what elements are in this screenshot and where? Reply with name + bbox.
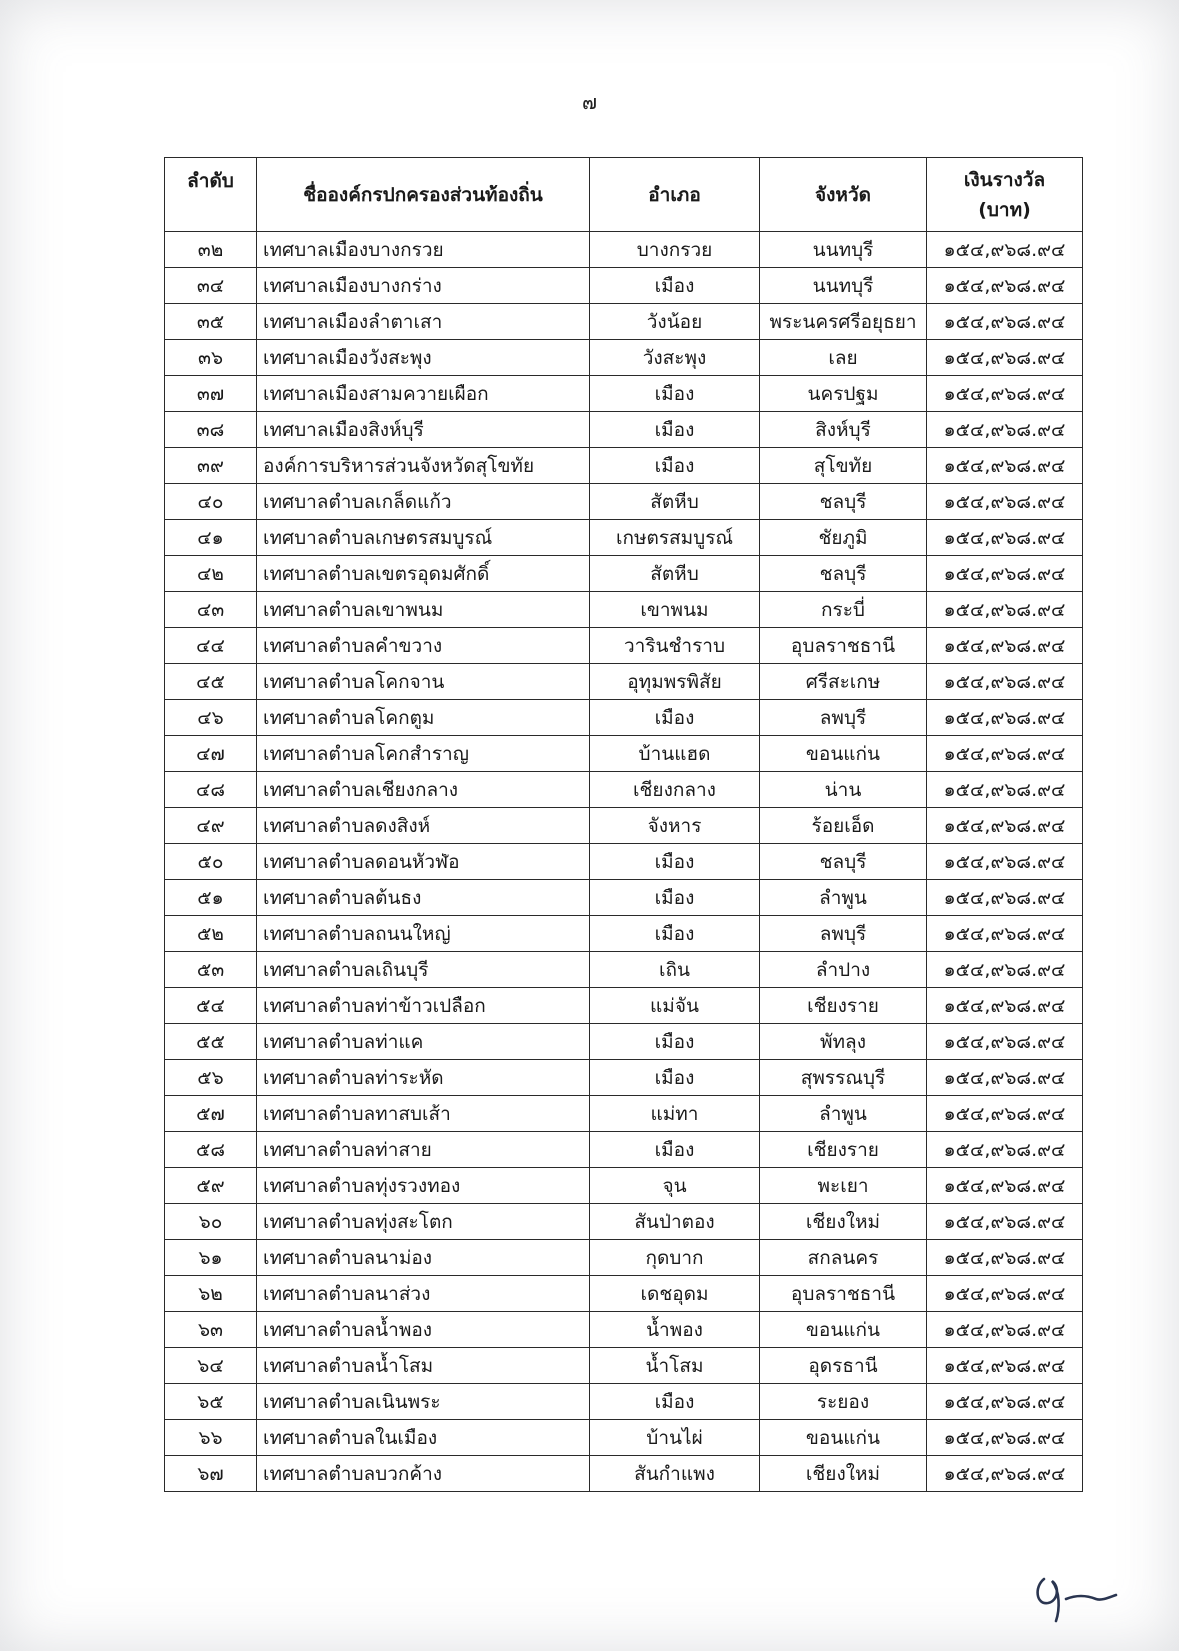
award-amount-cell: ๑๕๔,๙๖๘.๙๔ — [927, 1384, 1083, 1420]
row-number-cell: ๓๔ — [165, 268, 257, 304]
district-cell: เมือง — [590, 1024, 760, 1060]
table-row — [165, 988, 1083, 1024]
table-row — [165, 1420, 1083, 1456]
table-row — [165, 376, 1083, 412]
table-row — [165, 268, 1083, 304]
award-amount-cell: ๑๕๔,๙๖๘.๙๔ — [927, 448, 1083, 484]
province-cell: ลพบุรี — [760, 916, 927, 952]
row-number-cell: ๕๘ — [165, 1132, 257, 1168]
table-row — [165, 232, 1083, 268]
table-row — [165, 412, 1083, 448]
table-row — [165, 1348, 1083, 1384]
row-number-cell: ๔๒ — [165, 556, 257, 592]
district-cell: อุทุมพรพิสัย — [590, 664, 760, 700]
row-number-cell: ๕๔ — [165, 988, 257, 1024]
row-number-cell: ๔๘ — [165, 772, 257, 808]
province-cell: สกลนคร — [760, 1240, 927, 1276]
row-number-cell: ๔๕ — [165, 664, 257, 700]
table-row — [165, 844, 1083, 880]
table-row — [165, 556, 1083, 592]
table-row — [165, 700, 1083, 736]
organization-name-cell: เทศบาลตำบลน้ำพอง — [257, 1312, 590, 1348]
table-row — [165, 1276, 1083, 1312]
district-cell: จุน — [590, 1168, 760, 1204]
organization-name-cell: เทศบาลตำบลนาม่อง — [257, 1240, 590, 1276]
award-amount-cell: ๑๕๔,๙๖๘.๙๔ — [927, 1060, 1083, 1096]
organization-name-cell: เทศบาลตำบลบวกค้าง — [257, 1456, 590, 1492]
district-cell: เขาพนม — [590, 592, 760, 628]
row-number-cell: ๓๗ — [165, 376, 257, 412]
row-number-cell: ๔๑ — [165, 520, 257, 556]
table-row — [165, 952, 1083, 988]
award-amount-cell: ๑๕๔,๙๖๘.๙๔ — [927, 664, 1083, 700]
province-cell: ระยอง — [760, 1384, 927, 1420]
district-cell: บ้านแฮด — [590, 736, 760, 772]
organization-name-cell: เทศบาลตำบลโคกจาน — [257, 664, 590, 700]
province-cell: นครปฐม — [760, 376, 927, 412]
organization-name-cell: เทศบาลตำบลท่าแค — [257, 1024, 590, 1060]
organization-name-cell: เทศบาลตำบลเนินพระ — [257, 1384, 590, 1420]
table-row — [165, 772, 1083, 808]
province-cell: อุดรธานี — [760, 1348, 927, 1384]
district-cell: เกษตรสมบูรณ์ — [590, 520, 760, 556]
row-number-cell: ๖๓ — [165, 1312, 257, 1348]
province-cell: ชลบุรี — [760, 844, 927, 880]
province-cell: นนทบุรี — [760, 232, 927, 268]
province-cell: เชียงราย — [760, 1132, 927, 1168]
row-number-cell: ๓๕ — [165, 304, 257, 340]
district-cell: จังหาร — [590, 808, 760, 844]
header-amount-unit: (บาท) — [978, 198, 1031, 221]
table-row — [165, 808, 1083, 844]
province-cell: ชลบุรี — [760, 484, 927, 520]
table-row — [165, 664, 1083, 700]
header-district: อำเภอ — [590, 158, 760, 232]
row-number-cell: ๓๖ — [165, 340, 257, 376]
row-number-cell: ๖๒ — [165, 1276, 257, 1312]
province-cell: ลำปาง — [760, 952, 927, 988]
row-number-cell: ๔๗ — [165, 736, 257, 772]
district-cell: บ้านไผ่ — [590, 1420, 760, 1456]
row-number-cell: ๖๑ — [165, 1240, 257, 1276]
organization-name-cell: เทศบาลตำบลทาสบเส้า — [257, 1096, 590, 1132]
header-amount — [927, 158, 1083, 232]
organization-name-cell: เทศบาลตำบลคำขวาง — [257, 628, 590, 664]
row-number-cell: ๖๖ — [165, 1420, 257, 1456]
handwritten-initials — [1030, 1565, 1120, 1625]
award-table — [164, 157, 1083, 1492]
award-amount-cell: ๑๕๔,๙๖๘.๙๔ — [927, 232, 1083, 268]
organization-name-cell: เทศบาลตำบลเขาพนม — [257, 592, 590, 628]
organization-name-cell: เทศบาลตำบลโคกสำราญ — [257, 736, 590, 772]
province-cell: สิงห์บุรี — [760, 412, 927, 448]
row-number-cell: ๔๐ — [165, 484, 257, 520]
organization-name-cell: เทศบาลตำบลเชียงกลาง — [257, 772, 590, 808]
province-cell: ศรีสะเกษ — [760, 664, 927, 700]
award-amount-cell: ๑๕๔,๙๖๘.๙๔ — [927, 1348, 1083, 1384]
row-number-cell: ๕๙ — [165, 1168, 257, 1204]
district-cell: เมือง — [590, 412, 760, 448]
header-no: ลำดับ — [165, 158, 257, 232]
district-cell: เถิน — [590, 952, 760, 988]
award-amount-cell: ๑๕๔,๙๖๘.๙๔ — [927, 1240, 1083, 1276]
award-amount-cell: ๑๕๔,๙๖๘.๙๔ — [927, 268, 1083, 304]
table-row — [165, 340, 1083, 376]
award-amount-cell: ๑๕๔,๙๖๘.๙๔ — [927, 916, 1083, 952]
organization-name-cell: เทศบาลเมืองบางกร่าง — [257, 268, 590, 304]
table-header — [165, 158, 1083, 232]
row-number-cell: ๓๘ — [165, 412, 257, 448]
table-row — [165, 1384, 1083, 1420]
award-amount-cell: ๑๕๔,๙๖๘.๙๔ — [927, 808, 1083, 844]
row-number-cell: ๕๖ — [165, 1060, 257, 1096]
award-amount-cell: ๑๕๔,๙๖๘.๙๔ — [927, 592, 1083, 628]
district-cell: เชียงกลาง — [590, 772, 760, 808]
award-amount-cell: ๑๕๔,๙๖๘.๙๔ — [927, 1132, 1083, 1168]
award-amount-cell: ๑๕๔,๙๖๘.๙๔ — [927, 988, 1083, 1024]
organization-name-cell: เทศบาลเมืองบางกรวย — [257, 232, 590, 268]
table-row — [165, 448, 1083, 484]
organization-name-cell: เทศบาลตำบลในเมือง — [257, 1420, 590, 1456]
award-amount-cell: ๑๕๔,๙๖๘.๙๔ — [927, 304, 1083, 340]
province-cell: นนทบุรี — [760, 268, 927, 304]
province-cell: เชียงราย — [760, 988, 927, 1024]
table-row — [165, 628, 1083, 664]
award-amount-cell: ๑๕๔,๙๖๘.๙๔ — [927, 1168, 1083, 1204]
organization-name-cell: เทศบาลตำบลน้ำโสม — [257, 1348, 590, 1384]
province-cell: ลำพูน — [760, 1096, 927, 1132]
organization-name-cell: เทศบาลเมืองสามควายเผือก — [257, 376, 590, 412]
award-amount-cell: ๑๕๔,๙๖๘.๙๔ — [927, 736, 1083, 772]
table-row — [165, 1312, 1083, 1348]
award-amount-cell: ๑๕๔,๙๖๘.๙๔ — [927, 340, 1083, 376]
award-amount-cell: ๑๕๔,๙๖๘.๙๔ — [927, 844, 1083, 880]
table-row — [165, 1240, 1083, 1276]
organization-name-cell: เทศบาลตำบลต้นธง — [257, 880, 590, 916]
award-amount-cell: ๑๕๔,๙๖๘.๙๔ — [927, 628, 1083, 664]
row-number-cell: ๖๐ — [165, 1204, 257, 1240]
award-amount-cell: ๑๕๔,๙๖๘.๙๔ — [927, 772, 1083, 808]
row-number-cell: ๖๕ — [165, 1384, 257, 1420]
district-cell: วารินชำราบ — [590, 628, 760, 664]
header-name: ชื่อองค์กรปกครองส่วนท้องถิ่น — [257, 158, 590, 232]
district-cell: เมือง — [590, 700, 760, 736]
district-cell: แม่จัน — [590, 988, 760, 1024]
province-cell: เชียงใหม่ — [760, 1204, 927, 1240]
organization-name-cell: เทศบาลตำบลเถินบุรี — [257, 952, 590, 988]
district-cell: เมือง — [590, 376, 760, 412]
row-number-cell: ๖๗ — [165, 1456, 257, 1492]
table-row — [165, 592, 1083, 628]
table-row — [165, 880, 1083, 916]
province-cell: เลย — [760, 340, 927, 376]
organization-name-cell: เทศบาลตำบลท่าข้าวเปลือก — [257, 988, 590, 1024]
province-cell: น่าน — [760, 772, 927, 808]
row-number-cell: ๕๑ — [165, 880, 257, 916]
province-cell: ขอนแก่น — [760, 736, 927, 772]
row-number-cell: ๓๙ — [165, 448, 257, 484]
table-row — [165, 1096, 1083, 1132]
award-amount-cell: ๑๕๔,๙๖๘.๙๔ — [927, 700, 1083, 736]
row-number-cell: ๕๕ — [165, 1024, 257, 1060]
district-cell: เมือง — [590, 1060, 760, 1096]
row-number-cell: ๔๙ — [165, 808, 257, 844]
district-cell: เมือง — [590, 916, 760, 952]
organization-name-cell: เทศบาลตำบลนาส่วง — [257, 1276, 590, 1312]
province-cell: ขอนแก่น — [760, 1420, 927, 1456]
award-amount-cell: ๑๕๔,๙๖๘.๙๔ — [927, 1456, 1083, 1492]
header-province: จังหวัด — [760, 158, 927, 232]
organization-name-cell: เทศบาลตำบลทุ่งสะโตก — [257, 1204, 590, 1240]
district-cell: น้ำโสม — [590, 1348, 760, 1384]
province-cell: สุโขทัย — [760, 448, 927, 484]
row-number-cell: ๔๓ — [165, 592, 257, 628]
award-amount-cell: ๑๕๔,๙๖๘.๙๔ — [927, 1420, 1083, 1456]
district-cell: เมือง — [590, 1384, 760, 1420]
table-row — [165, 916, 1083, 952]
table-row — [165, 736, 1083, 772]
row-number-cell: ๖๔ — [165, 1348, 257, 1384]
table-body — [165, 232, 1083, 1492]
province-cell: ขอนแก่น — [760, 1312, 927, 1348]
table-row — [165, 1204, 1083, 1240]
district-cell: วังสะพุง — [590, 340, 760, 376]
table-row — [165, 1168, 1083, 1204]
award-amount-cell: ๑๕๔,๙๖๘.๙๔ — [927, 556, 1083, 592]
organization-name-cell: เทศบาลเมืองสิงห์บุรี — [257, 412, 590, 448]
row-number-cell: ๕๐ — [165, 844, 257, 880]
award-amount-cell: ๑๕๔,๙๖๘.๙๔ — [927, 952, 1083, 988]
district-cell: สัตหีบ — [590, 556, 760, 592]
row-number-cell: ๓๒ — [165, 232, 257, 268]
table-row — [165, 1132, 1083, 1168]
organization-name-cell: เทศบาลตำบลเกษตรสมบูรณ์ — [257, 520, 590, 556]
table-row — [165, 484, 1083, 520]
row-number-cell: ๔๖ — [165, 700, 257, 736]
province-cell: พระนครศรีอยุธยา — [760, 304, 927, 340]
award-amount-cell: ๑๕๔,๙๖๘.๙๔ — [927, 1024, 1083, 1060]
award-amount-cell: ๑๕๔,๙๖๘.๙๔ — [927, 1276, 1083, 1312]
organization-name-cell: เทศบาลตำบลทุ่งรวงทอง — [257, 1168, 590, 1204]
organization-name-cell: เทศบาลตำบลดอนหัวฬ่อ — [257, 844, 590, 880]
award-amount-cell: ๑๕๔,๙๖๘.๙๔ — [927, 484, 1083, 520]
row-number-cell: ๕๒ — [165, 916, 257, 952]
province-cell: กระบี่ — [760, 592, 927, 628]
award-amount-cell: ๑๕๔,๙๖๘.๙๔ — [927, 1096, 1083, 1132]
organization-name-cell: เทศบาลตำบลดงสิงห์ — [257, 808, 590, 844]
district-cell: บางกรวย — [590, 232, 760, 268]
row-number-cell: ๕๗ — [165, 1096, 257, 1132]
province-cell: อุบลราชธานี — [760, 1276, 927, 1312]
district-cell: สัตหีบ — [590, 484, 760, 520]
table-row — [165, 304, 1083, 340]
district-cell: วังน้อย — [590, 304, 760, 340]
district-cell: กุดบาก — [590, 1240, 760, 1276]
table-row — [165, 1024, 1083, 1060]
organization-name-cell: เทศบาลตำบลโคกตูม — [257, 700, 590, 736]
table-row — [165, 1456, 1083, 1492]
organization-name-cell: เทศบาลตำบลท่าระหัด — [257, 1060, 590, 1096]
page-number: ๗ — [581, 90, 598, 114]
organization-name-cell: เทศบาลตำบลถนนใหญ่ — [257, 916, 590, 952]
award-amount-cell: ๑๕๔,๙๖๘.๙๔ — [927, 1204, 1083, 1240]
district-cell: เมือง — [590, 844, 760, 880]
row-number-cell: ๔๔ — [165, 628, 257, 664]
district-cell: น้ำพอง — [590, 1312, 760, 1348]
province-cell: อุบลราชธานี — [760, 628, 927, 664]
district-cell: สันป่าตอง — [590, 1204, 760, 1240]
table-row — [165, 520, 1083, 556]
province-cell: ชัยภูมิ — [760, 520, 927, 556]
province-cell: ร้อยเอ็ด — [760, 808, 927, 844]
province-cell: ลำพูน — [760, 880, 927, 916]
province-cell: เชียงใหม่ — [760, 1456, 927, 1492]
award-amount-cell: ๑๕๔,๙๖๘.๙๔ — [927, 880, 1083, 916]
district-cell: แม่ทา — [590, 1096, 760, 1132]
organization-name-cell: เทศบาลเมืองลำตาเสา — [257, 304, 590, 340]
district-cell: เมือง — [590, 268, 760, 304]
province-cell: ชลบุรี — [760, 556, 927, 592]
district-cell: เมือง — [590, 1132, 760, 1168]
organization-name-cell: เทศบาลตำบลเกล็ดแก้ว — [257, 484, 590, 520]
province-cell: พัทลุง — [760, 1024, 927, 1060]
province-cell: พะเยา — [760, 1168, 927, 1204]
province-cell: สุพรรณบุรี — [760, 1060, 927, 1096]
district-cell: สันกำแพง — [590, 1456, 760, 1492]
award-amount-cell: ๑๕๔,๙๖๘.๙๔ — [927, 376, 1083, 412]
header-amount-label: เงินรางวัล — [963, 168, 1046, 191]
district-cell: เดชอุดม — [590, 1276, 760, 1312]
award-amount-cell: ๑๕๔,๙๖๘.๙๔ — [927, 412, 1083, 448]
table-row — [165, 1060, 1083, 1096]
organization-name-cell: องค์การบริหารส่วนจังหวัดสุโขทัย — [257, 448, 590, 484]
row-number-cell: ๕๓ — [165, 952, 257, 988]
organization-name-cell: เทศบาลตำบลเขตรอุดมศักดิ์ — [257, 556, 590, 592]
district-cell: เมือง — [590, 448, 760, 484]
award-amount-cell: ๑๕๔,๙๖๘.๙๔ — [927, 1312, 1083, 1348]
district-cell: เมือง — [590, 880, 760, 916]
award-amount-cell: ๑๕๔,๙๖๘.๙๔ — [927, 520, 1083, 556]
organization-name-cell: เทศบาลเมืองวังสะพุง — [257, 340, 590, 376]
province-cell: ลพบุรี — [760, 700, 927, 736]
organization-name-cell: เทศบาลตำบลท่าสาย — [257, 1132, 590, 1168]
